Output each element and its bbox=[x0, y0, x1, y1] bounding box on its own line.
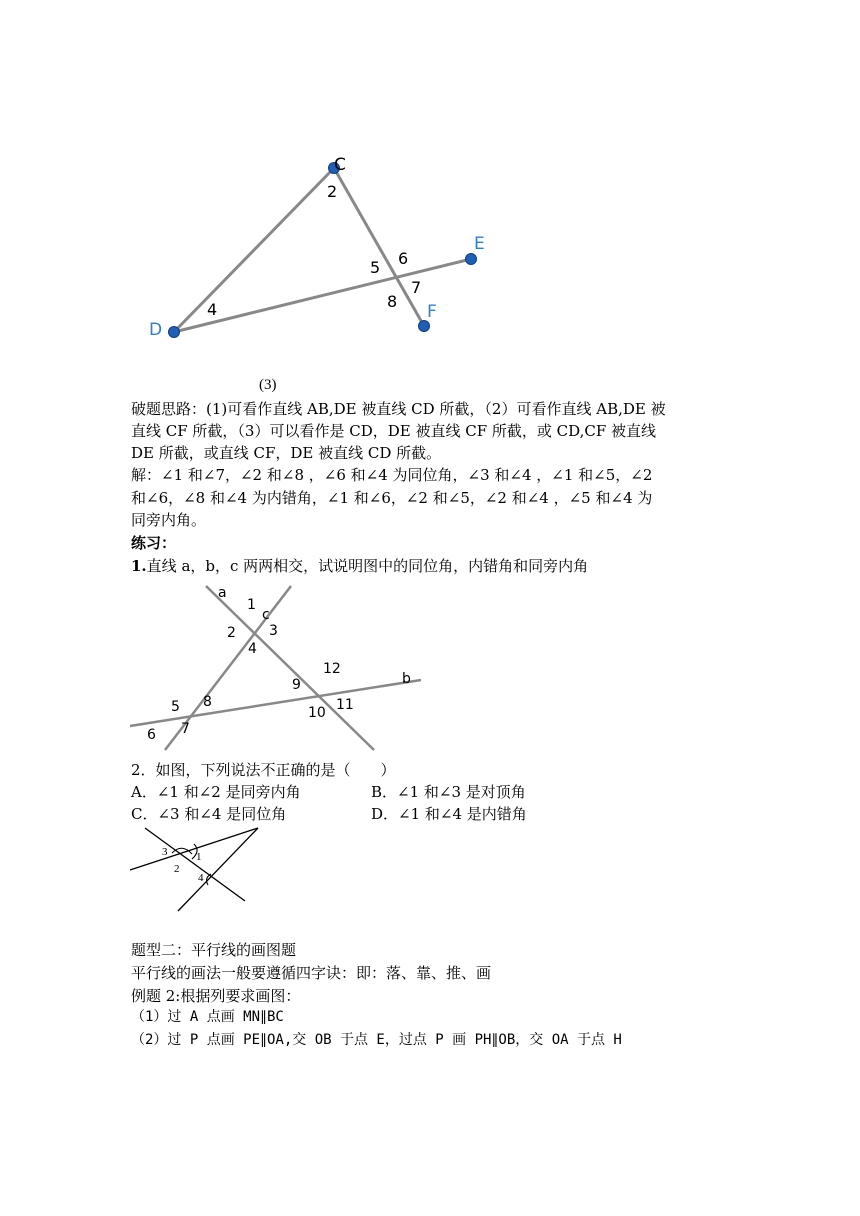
angle-label: 4 bbox=[248, 641, 257, 657]
angle-label: 7 bbox=[181, 721, 190, 737]
point-f bbox=[419, 321, 430, 332]
question-2-stem: 2．如图，下列说法不正确的是（ ） bbox=[131, 761, 396, 779]
analysis-line-3: DE 所截，或直线 CF，DE 被直线 CD 所截。 bbox=[131, 444, 442, 462]
question-1-text: 直线 a，b，c 两两相交，试说明图中的同位角，内错角和同旁内角 bbox=[146, 557, 589, 575]
analysis-line-2: 直线 CF 所截，（3）可以看作是 CD，DE 被直线 CF 所截，或 CD,CF 被直线 bbox=[131, 422, 657, 440]
point-d bbox=[169, 327, 180, 338]
figure-three-lines bbox=[125, 582, 435, 752]
example-heading: 例题 2:根据列要求画图： bbox=[131, 987, 301, 1005]
option-d: D．∠1 和∠4 是内错角 bbox=[371, 805, 527, 823]
practice-heading: 练习： bbox=[131, 534, 177, 552]
angle-label: 9 bbox=[292, 677, 301, 693]
section-title: 题型二：平行线的画图题 bbox=[131, 941, 297, 959]
angle-8: 8 bbox=[387, 292, 398, 311]
line-diagonal bbox=[145, 828, 245, 901]
figure-angle-lines bbox=[125, 823, 270, 915]
figure-caption: (3) bbox=[259, 377, 277, 393]
angle-2: 2 bbox=[327, 182, 338, 201]
angle-label: 1 bbox=[247, 597, 256, 613]
point-e bbox=[466, 254, 477, 265]
angle-label: 8 bbox=[203, 694, 212, 710]
figure-transversals bbox=[140, 150, 520, 350]
option-a: A．∠1 和∠2 是同旁内角 bbox=[131, 783, 301, 801]
option-b: B．∠1 和∠3 是对顶角 bbox=[371, 783, 526, 801]
angle-4: 4 bbox=[207, 300, 218, 319]
solution-line-3: 同旁内角。 bbox=[131, 511, 207, 529]
label-line-c: c bbox=[262, 607, 270, 623]
angle-5: 5 bbox=[370, 258, 381, 277]
question-1 bbox=[131, 555, 588, 577]
example-step-2: （2）过 P 点画 PE∥OA,交 OB 于点 E，过点 P 画 PH∥OB，交 OA 于点 H bbox=[131, 1032, 622, 1048]
angle-label: 5 bbox=[171, 699, 180, 715]
question-1-number: 1. bbox=[131, 557, 147, 575]
label-e: E bbox=[474, 234, 485, 254]
line-cf bbox=[334, 168, 424, 326]
example-step-1: （1）过 A 点画 MN∥BC bbox=[131, 1009, 284, 1025]
label-c: C bbox=[334, 155, 346, 175]
angle-label: 2 bbox=[227, 625, 236, 641]
solution-line-2: 和∠6，∠8 和∠4 为内错角，∠1 和∠6，∠2 和∠5，∠2 和∠4 ，∠5 和∠4 为 bbox=[131, 489, 653, 507]
line-a bbox=[206, 586, 374, 750]
label-line-b: b bbox=[402, 671, 411, 687]
option-c: C．∠3 和∠4 是同位角 bbox=[131, 805, 287, 823]
angle-label: 10 bbox=[308, 705, 326, 721]
angle-label: 1 bbox=[196, 851, 202, 863]
angle-label: 11 bbox=[336, 697, 354, 713]
label-line-a: a bbox=[218, 585, 227, 601]
label-f: F bbox=[427, 302, 437, 322]
angle-label: 3 bbox=[162, 846, 168, 858]
label-d: D bbox=[149, 320, 163, 340]
line-cd bbox=[174, 168, 334, 332]
angle-label: 6 bbox=[147, 727, 156, 743]
angle-label: 4 bbox=[198, 872, 204, 884]
angle-label: 3 bbox=[269, 623, 278, 639]
solution-line-1: 解：∠1 和∠7，∠2 和∠8 ，∠6 和∠4 为同位角，∠3 和∠4 ，∠1 和∠5，∠2 bbox=[131, 466, 653, 484]
angle-label: 12 bbox=[323, 661, 341, 677]
section-rule: 平行线的画法一般要遵循四字诀：即：落、靠、推、画 bbox=[131, 964, 492, 982]
angle-6: 6 bbox=[398, 249, 409, 268]
angle-label: 2 bbox=[174, 863, 180, 875]
analysis-line-1: 破题思路：(1)可看作直线 AB,DE 被直线 CD 所截，（2）可看作直线 AB,DE 被 bbox=[131, 400, 666, 418]
angle-7: 7 bbox=[411, 278, 422, 297]
